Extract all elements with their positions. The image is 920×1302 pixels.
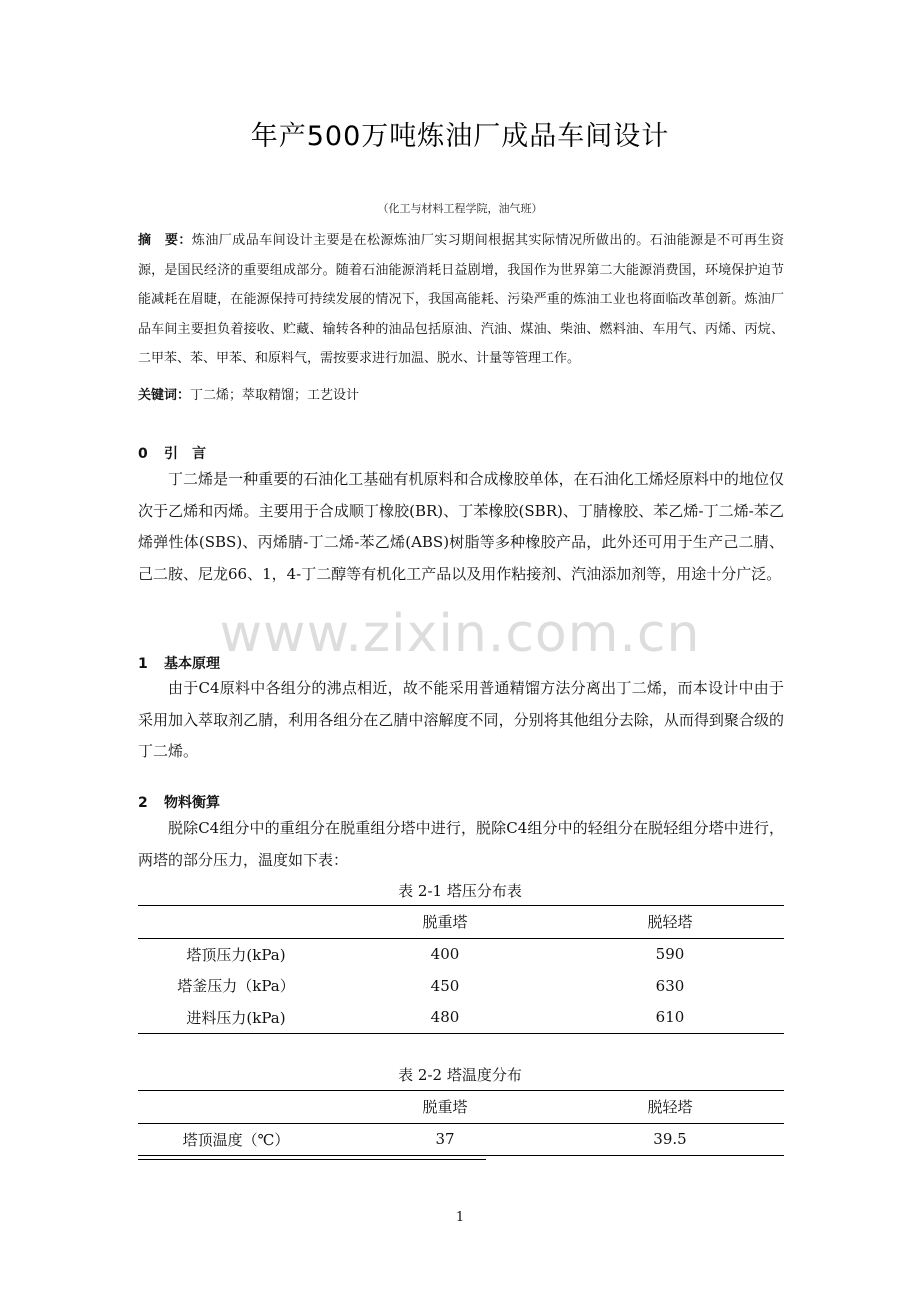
keywords-label: 关键词：	[138, 388, 191, 403]
table-cell: 塔釜压力（kPa）	[177, 977, 295, 996]
section-heading-principle	[138, 653, 220, 673]
table-caption-pressure: 表 2-1 塔压分布表	[398, 882, 522, 900]
section-title: 物料衡算	[164, 795, 220, 811]
table-header-cell: 脱轻塔	[556, 1091, 784, 1124]
table-cell: 塔顶温度（℃）	[138, 1123, 334, 1156]
section-title: 引 言	[164, 446, 206, 462]
table-header-cell: 脱重塔	[334, 906, 556, 939]
table-header-row	[138, 1091, 784, 1124]
keywords	[138, 384, 359, 403]
affiliation: （化工与材料工程学院，油气班）	[377, 202, 543, 215]
section-number: 0	[138, 446, 148, 462]
table-header-cell	[138, 906, 334, 939]
section-number: 1	[138, 656, 148, 672]
table-header-row	[138, 906, 784, 939]
abstract-text: 炼油厂成品车间设计主要是在松源炼油厂实习期间根据其实际情况所做出的。石油能源是不可再生资源，是国民经济的重要组成部分。随着石油能源消耗日益剧增，我国作为世界第二大能源消费国，环境保护迫节能减耗在眉睫，在能源保持可持续发展的情况下，我国高能耗、污染严重的炼油工业也将面临改革创新。炼油厂品车间主要担负着接收、贮藏、输转各种的油品包括原油、汽油、煤油、柴油、燃料油、车用气、丙烯、丙烷、二甲苯、苯、甲苯、和原料气，需按要求进行加温、脱水、计量等管理工作。	[138, 233, 784, 366]
section-heading-balance	[138, 792, 220, 812]
table-cell: 610	[556, 1002, 784, 1034]
table-cell: 37	[334, 1123, 556, 1156]
page-number: 1	[455, 1210, 465, 1225]
abstract-label: 摘 要：	[138, 233, 192, 248]
table-row	[138, 1123, 784, 1156]
section-number: 2	[138, 795, 148, 811]
table-header-cell: 脱轻塔	[556, 906, 784, 939]
table-cell: 进料压力(kPa)	[138, 1002, 334, 1034]
table-header-cell: 脱重塔	[334, 1091, 556, 1124]
temperature-table	[138, 1090, 784, 1156]
table-row	[138, 1002, 784, 1034]
section-paragraph-principle: 由于C4原料中各组分的沸点相近，故不能采用普通精馏方法分离出丁二烯，而本设计中由于采用加入萃取剂乙腈，利用各组分在乙腈中溶解度不同，分别将其他组分去除，从而得到聚合级的丁二烯。	[138, 679, 784, 760]
table-cell: 39.5	[556, 1123, 784, 1156]
keywords-text: 丁二烯；萃取精馏；工艺设计	[190, 388, 360, 403]
document-title: 年产500万吨炼油厂成品车间设计	[250, 121, 670, 152]
table-row	[138, 938, 784, 970]
abstract	[138, 226, 784, 374]
table-caption-temperature: 表 2-2 塔温度分布	[398, 1066, 522, 1084]
watermark: www.zixin.com.cn	[219, 604, 701, 664]
section-heading-intro	[138, 443, 206, 463]
pressure-table	[138, 905, 784, 1034]
table-header-cell	[138, 1091, 334, 1124]
table-cell: 塔顶压力(kPa)	[186, 945, 286, 964]
table-cell: 630	[655, 976, 685, 995]
footnote-separator	[138, 1159, 486, 1160]
table-cell: 590	[655, 945, 685, 964]
table-cell: 400	[430, 945, 460, 964]
table-row	[138, 970, 784, 1002]
section-paragraph-balance: 脱除C4组分中的重组分在脱重组分塔中进行，脱除C4组分中的轻组分在脱轻组分塔中进行，两塔的部分压力，温度如下表：	[138, 819, 784, 869]
section-paragraph-intro: 丁二烯是一种重要的石油化工基础有机原料和合成橡胶单体，在石油化工烯烃原料中的地位仅次于乙烯和丙烯。主要用于合成顺丁橡胶(BR)、丁苯橡胶(SBR)、丁腈橡胶、苯乙烯-丁二烯-苯乙烯弹性体(SBS)、丙烯腈-丁二烯-苯乙烯(ABS)树脂等多种橡胶产品，此外还可用于生产己二腈、己二胺、尼龙66、1，4-丁二醇等有机化工产品以及用作粘接剂、汽油添加剂等，用途十分广泛。	[138, 470, 784, 583]
section-title: 基本原理	[164, 656, 220, 672]
table-cell: 450	[430, 976, 460, 995]
table-cell: 480	[334, 1002, 556, 1034]
